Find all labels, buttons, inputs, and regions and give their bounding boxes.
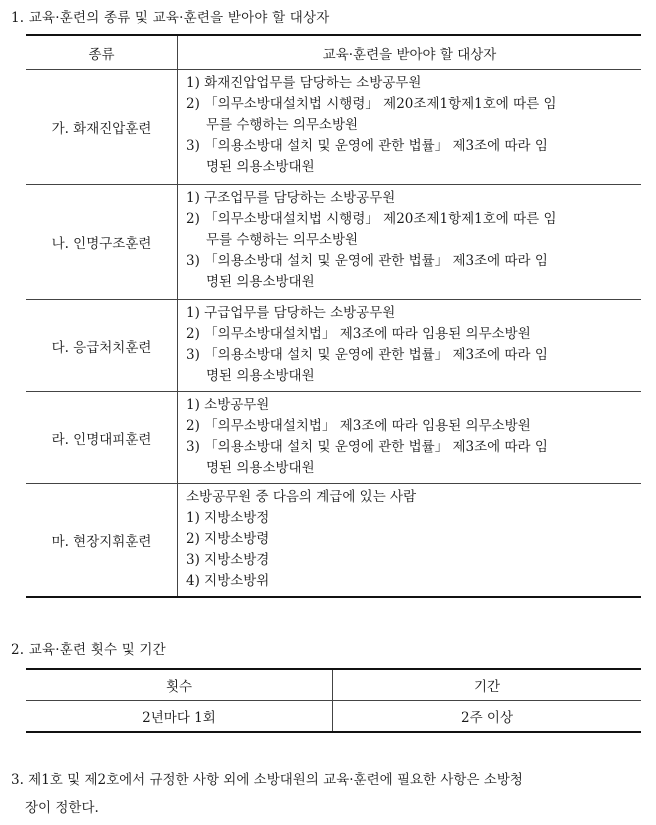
training-type: 나. 인명구조훈련 [26, 185, 178, 300]
note-line: 장이 정한다. [25, 800, 99, 816]
period-value: 2주 이상 [333, 701, 642, 733]
note-line: 3. 제1호 및 제2호에서 규정한 사항 외에 소방대원의 교육·훈련에 필요한 사항은 소방청 [11, 772, 523, 788]
target-cell [178, 70, 642, 185]
target-line: 3) 「의용소방대 설치 및 운영에 관한 법률」 제3조에 따라 임 [186, 347, 548, 363]
table-row [26, 185, 641, 300]
target-line: 4) 지방소방위 [186, 573, 270, 589]
target-line: 무를 수행하는 의무소방원 [206, 232, 359, 248]
target-line: 2) 「의무소방대설치법」 제3조에 따라 임용된 의무소방원 [186, 326, 531, 342]
target-line: 2) 「의무소방대설치법 시행령」 제20조제1항제1호에 따른 임 [186, 211, 557, 227]
training-target-table [26, 34, 641, 598]
target-line: 명된 의용소방대원 [206, 274, 315, 290]
target-cell [178, 185, 642, 300]
target-line: 2) 「의무소방대설치법 시행령」 제20조제1항제1호에 따른 임 [186, 96, 557, 112]
section2-heading: 2. 교육·훈련 횟수 및 기간 [11, 642, 166, 658]
target-cell [178, 300, 642, 392]
table-row [26, 701, 641, 733]
frequency-value: 2년마다 1회 [26, 701, 333, 733]
training-type: 라. 인명대피훈련 [26, 392, 178, 484]
header-period: 기간 [333, 669, 642, 701]
target-line: 3) 「의용소방대 설치 및 운영에 관한 법률」 제3조에 따라 임 [186, 253, 548, 269]
table-header-row [26, 669, 641, 701]
section3-note [11, 766, 651, 822]
target-line: 3) 지방소방경 [186, 552, 270, 568]
target-line: 소방공무원 중 다음의 계급에 있는 사람 [186, 489, 417, 505]
target-line: 명된 의용소방대원 [206, 368, 315, 384]
target-cell [178, 484, 642, 598]
table-row [26, 70, 641, 185]
target-line: 명된 의용소방대원 [206, 159, 315, 175]
frequency-period-table [26, 668, 641, 733]
target-line: 2) 「의무소방대설치법」 제3조에 따라 임용된 의무소방원 [186, 418, 531, 434]
header-type: 종류 [26, 35, 178, 70]
target-line: 3) 「의용소방대 설치 및 운영에 관한 법률」 제3조에 따라 임 [186, 138, 548, 154]
training-type: 다. 응급처치훈련 [26, 300, 178, 392]
training-type: 마. 현장지휘훈련 [26, 484, 178, 598]
target-line: 1) 구조업무를 담당하는 소방공무원 [186, 190, 396, 206]
table-row [26, 484, 641, 598]
target-line: 명된 의용소방대원 [206, 460, 315, 476]
target-line: 3) 「의용소방대 설치 및 운영에 관한 법률」 제3조에 따라 임 [186, 439, 548, 455]
header-frequency: 횟수 [26, 669, 333, 701]
table-row [26, 392, 641, 484]
target-line: 1) 지방소방정 [186, 510, 270, 526]
section1-heading: 1. 교육·훈련의 종류 및 교육·훈련을 받아야 할 대상자 [11, 10, 330, 26]
target-line: 1) 구급업무를 담당하는 소방공무원 [186, 305, 396, 321]
header-target: 교육·훈련을 받아야 할 대상자 [178, 35, 642, 70]
target-line: 2) 지방소방령 [186, 531, 270, 547]
target-cell [178, 392, 642, 484]
table-header-row [26, 35, 641, 70]
training-type: 가. 화재진압훈련 [26, 70, 178, 185]
target-line: 1) 소방공무원 [186, 397, 270, 413]
target-line: 무를 수행하는 의무소방원 [206, 117, 359, 133]
target-line: 1) 화재진압업무를 담당하는 소방공무원 [186, 75, 422, 91]
table-row [26, 300, 641, 392]
